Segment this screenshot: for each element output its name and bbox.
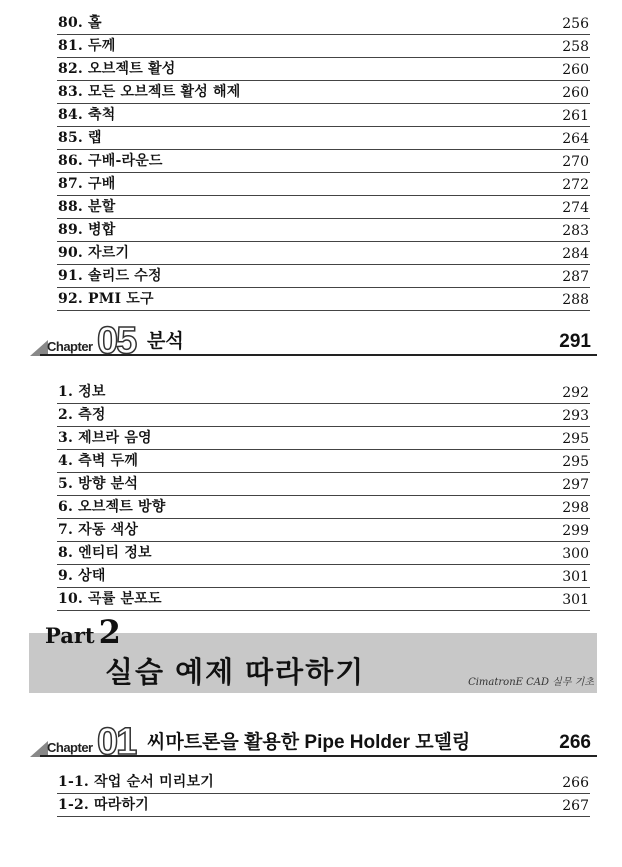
chapter-05-heading <box>30 320 597 362</box>
toc-entry[interactable] <box>57 542 590 565</box>
toc-entry-page: 293 <box>562 408 589 424</box>
toc-entry-page: 267 <box>562 798 589 814</box>
toc-entry-title: 91. 솔리드 수정 <box>58 268 162 284</box>
toc-entry-title: 81. 두께 <box>58 38 116 54</box>
chapter-label: Chapter <box>47 339 93 354</box>
toc-entry-page: 299 <box>562 523 589 539</box>
toc-entry[interactable] <box>57 242 590 265</box>
toc-entry-title: 86. 구배-라운드 <box>58 153 163 169</box>
toc-entry-title: 90. 자르기 <box>58 245 130 261</box>
toc-entry-title: 4. 측벽 두께 <box>58 453 139 469</box>
toc-entry-page: 270 <box>562 154 589 170</box>
toc-entry[interactable] <box>57 519 590 542</box>
toc-entry-title: 1-2. 따라하기 <box>58 797 149 813</box>
toc-entry[interactable] <box>57 794 590 817</box>
toc-entry[interactable] <box>57 473 590 496</box>
toc-entry[interactable] <box>57 588 590 611</box>
toc-entry-title: 7. 자동 색상 <box>58 522 139 538</box>
chapter-page: 291 <box>559 331 591 352</box>
toc-entry-page: 301 <box>562 592 589 608</box>
toc-entry-page: 274 <box>562 200 589 216</box>
toc-entry-page: 295 <box>562 431 589 447</box>
toc-entry-page: 258 <box>562 39 589 55</box>
part-number: 2 <box>98 613 121 651</box>
toc-list-chapter01 <box>57 771 590 817</box>
toc-entry[interactable] <box>57 104 590 127</box>
toc-entry-page: 261 <box>562 108 589 124</box>
toc-entry[interactable] <box>57 196 590 219</box>
chapter-label: Chapter <box>47 740 93 755</box>
toc-entry[interactable] <box>57 427 590 450</box>
chapter-01-heading <box>30 721 597 763</box>
chapter-number: 05 <box>97 320 136 362</box>
toc-entry-page: 264 <box>562 131 589 147</box>
toc-entry[interactable] <box>57 173 590 196</box>
toc-entry-page: 284 <box>562 246 589 262</box>
toc-entry[interactable] <box>57 565 590 588</box>
toc-entry-title: 8. 엔티티 정보 <box>58 545 152 561</box>
toc-entry-title: 10. 곡률 분포도 <box>58 591 162 607</box>
toc-entry-title: 84. 축척 <box>58 107 116 123</box>
toc-entry-title: 1. 정보 <box>58 384 106 400</box>
chapter-title: 분석 <box>147 331 184 352</box>
toc-entry-page: 288 <box>562 292 589 308</box>
toc-entry[interactable] <box>57 450 590 473</box>
toc-entry-page: 292 <box>562 385 589 401</box>
toc-entry-page: 260 <box>562 62 589 78</box>
toc-entry-title: 85. 랩 <box>58 130 102 146</box>
toc-entry[interactable] <box>57 12 590 35</box>
toc-entry-page: 260 <box>562 85 589 101</box>
toc-entry[interactable] <box>57 288 590 311</box>
toc-entry-page: 256 <box>562 16 589 32</box>
toc-list-chapter05 <box>57 381 590 611</box>
toc-entry-title: 1-1. 작업 순서 미리보기 <box>58 774 214 790</box>
toc-entry-title: 2. 측정 <box>58 407 106 423</box>
toc-entry-page: 266 <box>562 775 589 791</box>
toc-entry[interactable] <box>57 771 590 794</box>
toc-entry[interactable] <box>57 381 590 404</box>
toc-entry-title: 6. 오브젝트 방향 <box>58 499 166 515</box>
part-title: 실습 예제 따라하기 <box>105 657 366 689</box>
toc-entry-page: 300 <box>562 546 589 562</box>
toc-entry-page: 301 <box>562 569 589 585</box>
toc-entry[interactable] <box>57 219 590 242</box>
toc-entry-page: 272 <box>562 177 589 193</box>
toc-entry-title: 89. 병합 <box>58 222 116 238</box>
toc-entry-page: 287 <box>562 269 589 285</box>
toc-entry-title: 83. 모든 오브젝트 활성 해제 <box>58 84 241 100</box>
toc-entry[interactable] <box>57 496 590 519</box>
toc-entry-title: 3. 제브라 음영 <box>58 430 152 446</box>
part-label <box>45 613 121 651</box>
toc-entry-title: 88. 분할 <box>58 199 116 215</box>
toc-entry-title: 82. 오브젝트 활성 <box>58 61 176 77</box>
toc-entry-title: 5. 방향 분석 <box>58 476 139 492</box>
chapter-page: 266 <box>559 732 591 753</box>
chapter-title: 씨마트론을 활용한 Pipe Holder 모델링 <box>147 732 471 753</box>
toc-entry-title: 87. 구배 <box>58 176 116 192</box>
toc-entry-title: 9. 상태 <box>58 568 106 584</box>
toc-entry-page: 298 <box>562 500 589 516</box>
toc-entry[interactable] <box>57 81 590 104</box>
toc-entry-page: 297 <box>562 477 589 493</box>
toc-entry[interactable] <box>57 150 590 173</box>
toc-entry[interactable] <box>57 35 590 58</box>
chapter-number: 01 <box>97 721 136 763</box>
part-subtitle: CimatronE CAD 실무 기초 <box>468 677 594 688</box>
toc-entry[interactable] <box>57 127 590 150</box>
toc-entry-title: 92. PMI 도구 <box>58 291 154 307</box>
part-word: Part <box>45 623 95 648</box>
toc-entry-title: 80. 홀 <box>58 15 102 31</box>
toc-entry-page: 283 <box>562 223 589 239</box>
toc-entry[interactable] <box>57 58 590 81</box>
toc-entry-page: 295 <box>562 454 589 470</box>
toc-entry[interactable] <box>57 265 590 288</box>
toc-list-part1 <box>57 12 590 311</box>
toc-entry[interactable] <box>57 404 590 427</box>
